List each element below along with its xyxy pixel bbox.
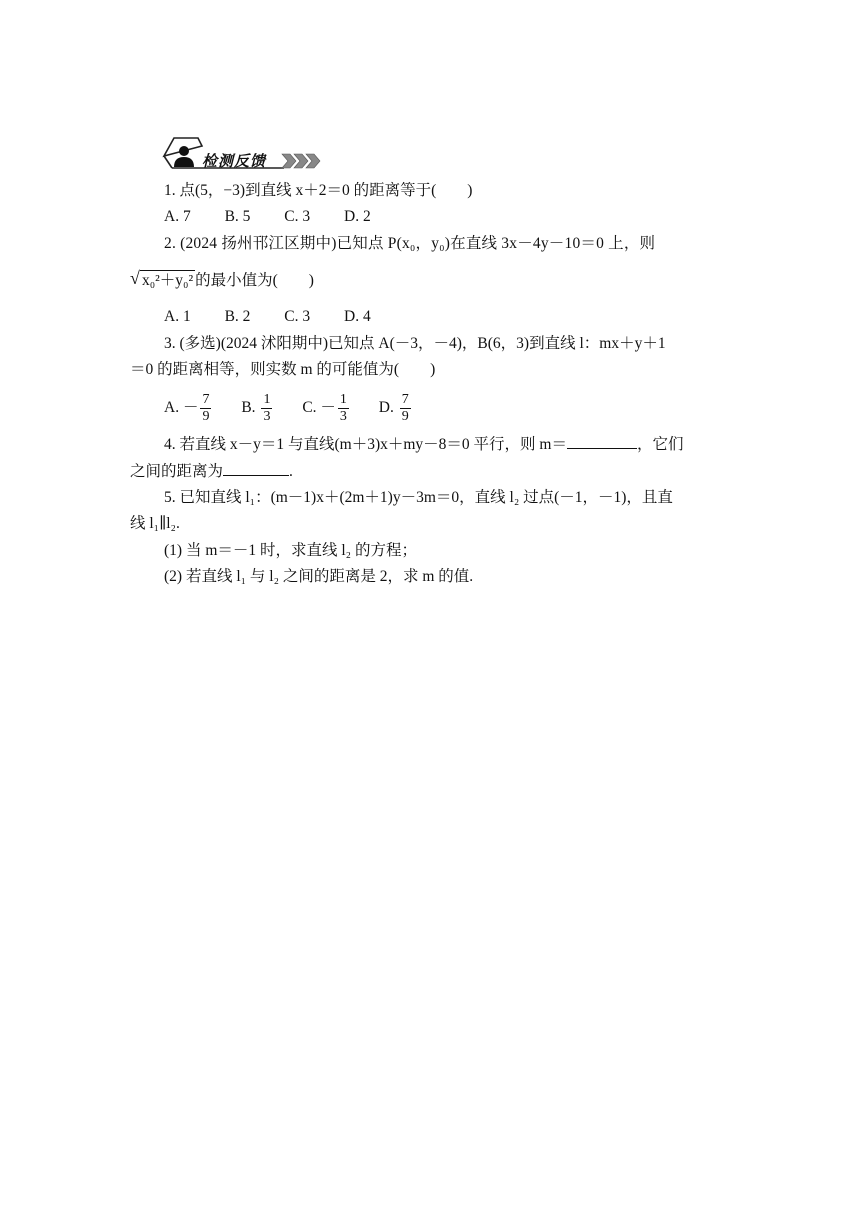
q2-stem-line1: 2. (2024 扬州邗江区期中)已知点 P(x₀，y₀)在直线 3x－4y－10＝0 上，则: [164, 235, 656, 252]
q5-part2: (2) 若直线 l₁ 与 l₂ 之间的距离是 2，求 m 的值.: [164, 568, 474, 585]
q3-stem-line2: ＝0 的距离相等，则实数 m 的可能值为( ): [130, 361, 436, 378]
q3-option-c: C. － $\frac{1}{3}$: [302, 391, 347, 424]
q3-options: [164, 388, 437, 428]
q1-stem: 1. 点(5，−3)到直线 x＋2＝0 的距离等于( ): [164, 182, 473, 199]
q2-option-c: C. 3: [284, 308, 311, 325]
q5-stem-line2: 线 l₁∥l₂.: [130, 515, 180, 532]
q4-stem-line1: [164, 434, 684, 455]
q3-option-b: B. $\frac{1}{3}$: [241, 391, 271, 424]
q2-sqrt-expression: √ x₀²＋y₀²: [130, 268, 194, 289]
q2-option-a: A. 1: [164, 308, 191, 325]
q4-text-b: ，它们: [637, 436, 684, 453]
q2-stem-rest: 的最小值为( ): [195, 272, 314, 289]
section-header: [162, 134, 322, 170]
q4-blank-m: [567, 434, 637, 449]
q4-text-d: .: [289, 463, 293, 480]
q4-blank-distance: [223, 461, 289, 476]
q2-options: [164, 307, 401, 327]
q2-option-d: D. 4: [344, 308, 371, 325]
q1-options: [164, 207, 401, 227]
q3-option-d: D. $\frac{7}{9}$: [378, 391, 409, 424]
q5-part1: (1) 当 m＝－1 时，求直线 l₂ 的方程；: [164, 542, 417, 559]
q5-stem-line1: 5. 已知直线 l₁：(m－1)x＋(2m＋1)y－3m＝0，直线 l₂ 过点(－1，－1)，且直: [164, 489, 673, 506]
chevron-right-icon: [282, 154, 320, 168]
q1-option-a: A. 7: [164, 208, 191, 225]
q1-option-d: D. 2: [344, 208, 371, 225]
q3-option-a: A. － $\frac{7}{9}$: [164, 391, 210, 424]
q4-stem-line2: [130, 461, 293, 482]
section-title: 检测反馈: [202, 152, 267, 170]
q4-text-c: 之间的距离为: [130, 463, 224, 480]
q2-option-b: B. 2: [224, 308, 251, 325]
q2-stem-line2: [130, 270, 314, 291]
q3-stem-line1: 3. (多选)(2024 沭阳期中)已知点 A(－3，－4)，B(6，3)到直线 l：mx＋y＋1: [164, 335, 666, 352]
q2-radicand: x₀²＋y₀²: [142, 272, 194, 289]
q1-option-b: B. 5: [224, 208, 251, 225]
q1-option-c: C. 3: [284, 208, 311, 225]
q4-text-a: 4. 若直线 x－y＝1 与直线(m＋3)x＋my－8＝0 平行，则 m＝: [164, 436, 567, 453]
